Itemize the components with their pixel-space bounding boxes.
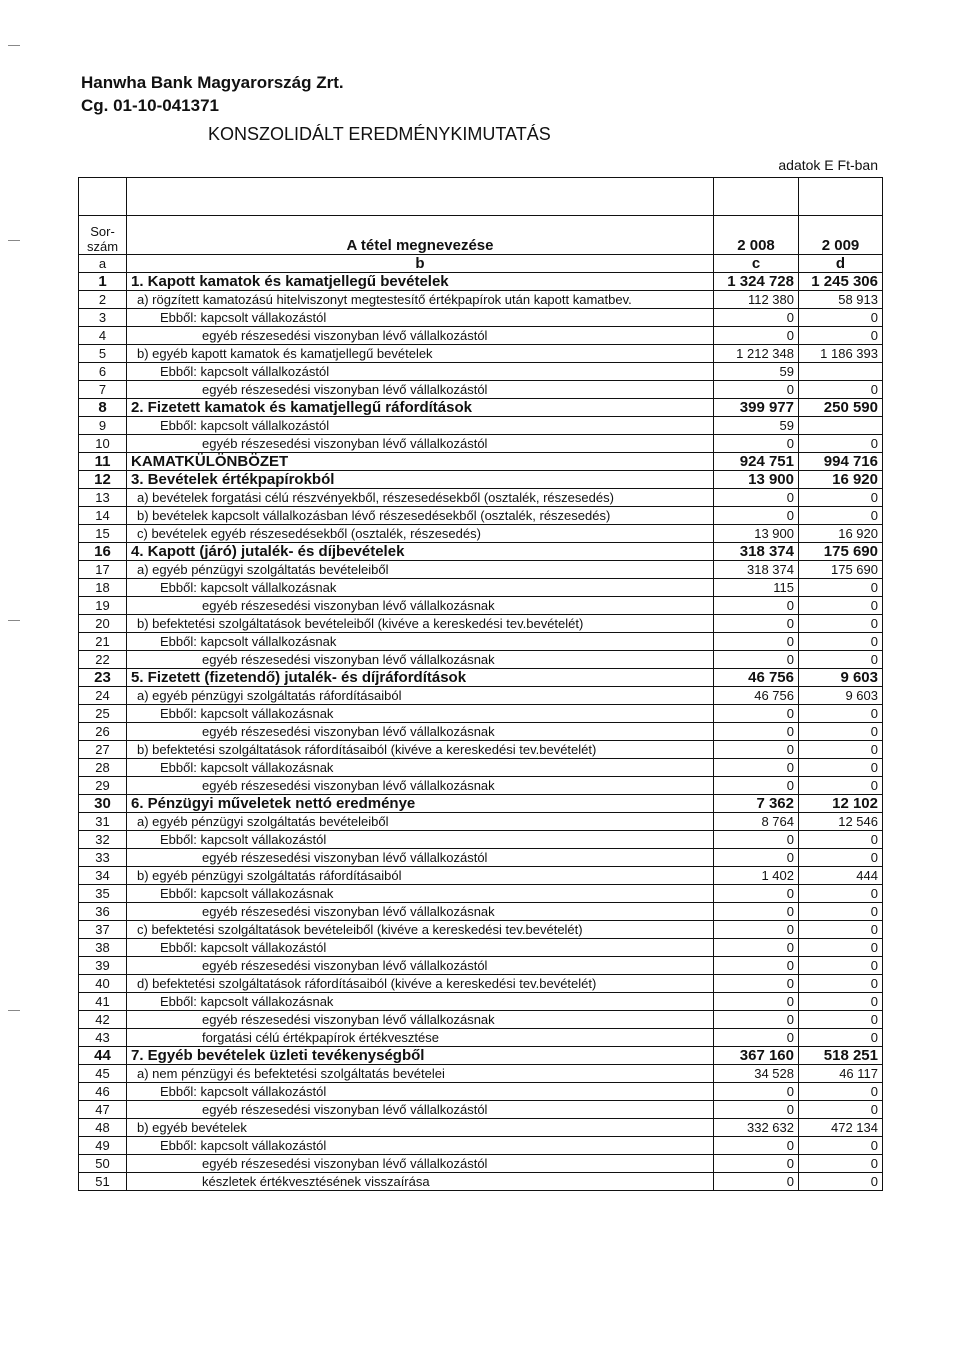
row-number: 31 xyxy=(79,813,127,831)
table-row xyxy=(79,309,883,327)
table-row xyxy=(79,399,883,417)
row-label: Ebből: kapcsolt vállakozásnak xyxy=(127,885,714,903)
row-value-2008: 13 900 xyxy=(714,525,799,543)
table-row xyxy=(79,633,883,651)
table-row xyxy=(79,561,883,579)
row-number: 35 xyxy=(79,885,127,903)
table-row xyxy=(79,651,883,669)
row-number: 6 xyxy=(79,363,127,381)
row-value-2008: 0 xyxy=(714,741,799,759)
row-value-2009: 9 603 xyxy=(799,669,883,687)
table-row xyxy=(79,975,883,993)
table-body xyxy=(79,178,883,1191)
row-label: 7. Egyéb bevételek üzleti tevékenységből xyxy=(127,1047,714,1065)
row-value-2009: 0 xyxy=(799,759,883,777)
row-value-2008: 367 160 xyxy=(714,1047,799,1065)
row-label: b) egyéb kapott kamatok és kamatjellegű bevételek xyxy=(127,345,714,363)
row-value-2008: 112 380 xyxy=(714,291,799,309)
row-number: 16 xyxy=(79,543,127,561)
table-row xyxy=(79,1029,883,1047)
row-value-2009: 0 xyxy=(799,309,883,327)
table-row xyxy=(79,327,883,345)
row-value-2009: 472 134 xyxy=(799,1119,883,1137)
row-value-2009: 0 xyxy=(799,723,883,741)
row-label: egyéb részesedési viszonyban lévő vállalkozástól xyxy=(127,327,714,345)
row-value-2009 xyxy=(799,363,883,381)
row-number: 32 xyxy=(79,831,127,849)
row-value-2009: 0 xyxy=(799,633,883,651)
row-label: c) bevételek egyéb részesedésekből (osztalék, részesedés) xyxy=(127,525,714,543)
row-value-2009: 0 xyxy=(799,615,883,633)
row-value-2008: 59 xyxy=(714,417,799,435)
table-row xyxy=(79,957,883,975)
row-label: egyéb részesedési viszonyban lévő vállalkozásnak xyxy=(127,903,714,921)
letter-d: d xyxy=(799,255,883,273)
header-num: Sor- szám xyxy=(79,216,127,255)
blank-cell xyxy=(79,178,127,216)
table-row xyxy=(79,507,883,525)
header-year1: 2 008 xyxy=(714,216,799,255)
row-value-2009: 0 xyxy=(799,597,883,615)
table-row xyxy=(79,741,883,759)
table-row xyxy=(79,543,883,561)
header-year2: 2 009 xyxy=(799,216,883,255)
row-value-2009: 0 xyxy=(799,507,883,525)
row-label: 1. Kapott kamatok és kamatjellegű bevételek xyxy=(127,273,714,291)
row-number: 25 xyxy=(79,705,127,723)
row-value-2009: 0 xyxy=(799,849,883,867)
row-value-2008: 0 xyxy=(714,651,799,669)
table-row xyxy=(79,417,883,435)
row-label: Ebből: kapcsolt vállakozástól xyxy=(127,939,714,957)
row-value-2008: 0 xyxy=(714,327,799,345)
row-value-2009: 444 xyxy=(799,867,883,885)
row-label: a) rögzített kamatozású hitelviszonyt megtestesítő értékpapírok után kapott kamatbev. xyxy=(127,291,714,309)
row-number: 51 xyxy=(79,1173,127,1191)
table-row xyxy=(79,489,883,507)
row-value-2009: 12 102 xyxy=(799,795,883,813)
row-value-2008: 0 xyxy=(714,777,799,795)
row-value-2008: 0 xyxy=(714,723,799,741)
row-number: 33 xyxy=(79,849,127,867)
row-number: 34 xyxy=(79,867,127,885)
row-label: Ebből: kapcsolt vállalkozástól xyxy=(127,363,714,381)
row-number: 49 xyxy=(79,1137,127,1155)
table-row xyxy=(79,777,883,795)
row-value-2009: 0 xyxy=(799,489,883,507)
table-row xyxy=(79,1047,883,1065)
row-number: 47 xyxy=(79,1101,127,1119)
row-number: 50 xyxy=(79,1155,127,1173)
row-value-2008: 1 324 728 xyxy=(714,273,799,291)
units-note: adatok E Ft-ban xyxy=(778,157,878,173)
row-label: egyéb részesedési viszonyban lévő vállalkozástól xyxy=(127,435,714,453)
row-label: 3. Bevételek értékpapírokból xyxy=(127,471,714,489)
row-value-2009: 175 690 xyxy=(799,543,883,561)
row-value-2008: 0 xyxy=(714,921,799,939)
row-label: Ebből: kapcsolt vállakozásnak xyxy=(127,759,714,777)
row-value-2009: 0 xyxy=(799,381,883,399)
row-value-2008: 0 xyxy=(714,1029,799,1047)
table-row xyxy=(79,705,883,723)
row-value-2009: 0 xyxy=(799,939,883,957)
table-row xyxy=(79,1155,883,1173)
row-number: 28 xyxy=(79,759,127,777)
table-row xyxy=(79,669,883,687)
row-number: 46 xyxy=(79,1083,127,1101)
table-row xyxy=(79,885,883,903)
table-row xyxy=(79,1173,883,1191)
row-value-2008: 0 xyxy=(714,1173,799,1191)
row-value-2008: 0 xyxy=(714,489,799,507)
row-label: Ebből: kapcsolt vállakozástól xyxy=(127,1083,714,1101)
row-number: 44 xyxy=(79,1047,127,1065)
row-label: b) bevételek kapcsolt vállalkozásban lévő részesedésekből (osztalék, részesedés) xyxy=(127,507,714,525)
row-value-2009: 0 xyxy=(799,831,883,849)
row-number: 23 xyxy=(79,669,127,687)
table-row xyxy=(79,759,883,777)
row-value-2009: 16 920 xyxy=(799,525,883,543)
row-value-2009: 0 xyxy=(799,579,883,597)
row-number: 43 xyxy=(79,1029,127,1047)
blank-row xyxy=(79,178,883,216)
row-value-2009: 0 xyxy=(799,435,883,453)
row-label: egyéb részesedési viszonyban lévő vállalkozásnak xyxy=(127,777,714,795)
row-value-2009: 0 xyxy=(799,327,883,345)
row-value-2008: 318 374 xyxy=(714,561,799,579)
letter-b: b xyxy=(127,255,714,273)
row-number: 19 xyxy=(79,597,127,615)
row-value-2008: 0 xyxy=(714,1137,799,1155)
row-number: 39 xyxy=(79,957,127,975)
row-value-2008: 59 xyxy=(714,363,799,381)
row-value-2009: 250 590 xyxy=(799,399,883,417)
row-label: 5. Fizetett (fizetendő) jutalék- és díjráfordítások xyxy=(127,669,714,687)
row-number: 18 xyxy=(79,579,127,597)
row-label: egyéb részesedési viszonyban lévő vállalkozástól xyxy=(127,1155,714,1173)
row-value-2008: 0 xyxy=(714,903,799,921)
table-row xyxy=(79,435,883,453)
table-row xyxy=(79,453,883,471)
row-label: d) befektetési szolgáltatások ráfordításaiból (kivéve a kereskedési tev.bevételét) xyxy=(127,975,714,993)
row-label: egyéb részesedési viszonyban lévő vállalkozástól xyxy=(127,1101,714,1119)
row-value-2008: 332 632 xyxy=(714,1119,799,1137)
row-number: 8 xyxy=(79,399,127,417)
row-label: a) nem pénzügyi és befektetési szolgáltatás bevételei xyxy=(127,1065,714,1083)
table-row xyxy=(79,579,883,597)
row-label: a) egyéb pénzügyi szolgáltatás ráfordításaiból xyxy=(127,687,714,705)
row-value-2008: 0 xyxy=(714,597,799,615)
row-label: egyéb részesedési viszonyban lévő vállalkozásnak xyxy=(127,1011,714,1029)
row-value-2008: 0 xyxy=(714,957,799,975)
row-value-2008: 0 xyxy=(714,1155,799,1173)
row-label: Ebből: kapcsolt vállakozástól xyxy=(127,309,714,327)
letter-row xyxy=(79,255,883,273)
header-row xyxy=(79,216,883,255)
row-number: 41 xyxy=(79,993,127,1011)
company-name: Hanwha Bank Magyarország Zrt. xyxy=(81,73,344,92)
row-label: egyéb részesedési viszonyban lévő vállalkozástól xyxy=(127,381,714,399)
row-value-2009: 175 690 xyxy=(799,561,883,579)
scan-edge-mark xyxy=(8,240,20,241)
table-row xyxy=(79,471,883,489)
row-value-2008: 0 xyxy=(714,507,799,525)
row-label: c) befektetési szolgáltatások bevételeiből (kivéve a kereskedési tev.bevételét) xyxy=(127,921,714,939)
table-row xyxy=(79,363,883,381)
row-number: 14 xyxy=(79,507,127,525)
row-value-2008: 0 xyxy=(714,993,799,1011)
row-value-2008: 115 xyxy=(714,579,799,597)
row-label: a) egyéb pénzügyi szolgáltatás bevételeiből xyxy=(127,813,714,831)
table-row xyxy=(79,273,883,291)
row-value-2008: 8 764 xyxy=(714,813,799,831)
row-label: Ebből: kapcsolt vállakozásnak xyxy=(127,705,714,723)
table-row xyxy=(79,381,883,399)
table-row xyxy=(79,1083,883,1101)
row-label: 2. Fizetett kamatok és kamatjellegű ráfordítások xyxy=(127,399,714,417)
row-value-2009: 994 716 xyxy=(799,453,883,471)
row-label: b) egyéb bevételek xyxy=(127,1119,714,1137)
blank-cell xyxy=(127,178,714,216)
row-value-2009: 518 251 xyxy=(799,1047,883,1065)
row-value-2008: 13 900 xyxy=(714,471,799,489)
row-value-2008: 0 xyxy=(714,759,799,777)
row-label: egyéb részesedési viszonyban lévő vállalkozásnak xyxy=(127,597,714,615)
row-label: egyéb részesedési viszonyban lévő vállalkozásnak xyxy=(127,651,714,669)
row-value-2009: 0 xyxy=(799,957,883,975)
row-label: a) bevételek forgatási célú részvényekből, részesedésekből (osztalék, részesedés) xyxy=(127,489,714,507)
row-value-2008: 399 977 xyxy=(714,399,799,417)
table-row xyxy=(79,615,883,633)
row-number: 3 xyxy=(79,309,127,327)
table-row xyxy=(79,345,883,363)
row-value-2009: 1 186 393 xyxy=(799,345,883,363)
row-number: 13 xyxy=(79,489,127,507)
row-value-2009: 9 603 xyxy=(799,687,883,705)
row-value-2009: 0 xyxy=(799,1137,883,1155)
row-value-2008: 46 756 xyxy=(714,687,799,705)
row-number: 12 xyxy=(79,471,127,489)
row-value-2009: 0 xyxy=(799,975,883,993)
row-value-2008: 0 xyxy=(714,975,799,993)
blank-cell xyxy=(799,178,883,216)
row-value-2008: 0 xyxy=(714,309,799,327)
table-row xyxy=(79,795,883,813)
row-value-2008: 1 212 348 xyxy=(714,345,799,363)
row-number: 24 xyxy=(79,687,127,705)
table-row xyxy=(79,1065,883,1083)
table-row xyxy=(79,687,883,705)
row-number: 26 xyxy=(79,723,127,741)
table-row xyxy=(79,813,883,831)
row-label: KAMATKÜLÖNBÖZET xyxy=(127,453,714,471)
row-value-2008: 0 xyxy=(714,633,799,651)
row-value-2008: 0 xyxy=(714,1083,799,1101)
table-row xyxy=(79,723,883,741)
row-number: 1 xyxy=(79,273,127,291)
row-label: Ebből: kapcsolt vállakozásnak xyxy=(127,993,714,1011)
row-value-2008: 0 xyxy=(714,1011,799,1029)
row-value-2009: 46 117 xyxy=(799,1065,883,1083)
row-value-2009: 0 xyxy=(799,1029,883,1047)
row-label: 4. Kapott (járó) jutalék- és díjbevételek xyxy=(127,543,714,561)
row-value-2009: 0 xyxy=(799,993,883,1011)
row-value-2009: 0 xyxy=(799,777,883,795)
row-number: 9 xyxy=(79,417,127,435)
row-label: Ebből: kapcsolt vállakozástól xyxy=(127,1137,714,1155)
row-value-2009: 0 xyxy=(799,1155,883,1173)
row-number: 4 xyxy=(79,327,127,345)
row-value-2009: 0 xyxy=(799,705,883,723)
table-row xyxy=(79,525,883,543)
row-number: 48 xyxy=(79,1119,127,1137)
row-label: egyéb részesedési viszonyban lévő vállalkozástól xyxy=(127,957,714,975)
row-label: egyéb részesedési viszonyban lévő vállalkozástól xyxy=(127,849,714,867)
table-row xyxy=(79,867,883,885)
row-value-2009: 0 xyxy=(799,1011,883,1029)
header-name: A tétel megnevezése xyxy=(127,216,714,255)
row-label: a) egyéb pénzügyi szolgáltatás bevételeiből xyxy=(127,561,714,579)
row-value-2009: 0 xyxy=(799,903,883,921)
row-label: 6. Pénzügyi műveletek nettó eredménye xyxy=(127,795,714,813)
row-value-2009: 0 xyxy=(799,1173,883,1191)
table-row xyxy=(79,291,883,309)
row-number: 37 xyxy=(79,921,127,939)
row-label: Ebből: kapcsolt vállalkozástól xyxy=(127,417,714,435)
letter-a: a xyxy=(79,255,127,273)
row-value-2009: 0 xyxy=(799,1101,883,1119)
row-value-2008: 0 xyxy=(714,939,799,957)
row-value-2008: 0 xyxy=(714,615,799,633)
row-value-2008: 0 xyxy=(714,381,799,399)
row-label: Ebből: kapcsolt vállalkozásnak xyxy=(127,579,714,597)
row-value-2008: 0 xyxy=(714,831,799,849)
row-number: 38 xyxy=(79,939,127,957)
row-number: 5 xyxy=(79,345,127,363)
row-value-2009: 0 xyxy=(799,921,883,939)
row-value-2008: 46 756 xyxy=(714,669,799,687)
row-number: 21 xyxy=(79,633,127,651)
row-number: 17 xyxy=(79,561,127,579)
scan-edge-mark xyxy=(8,620,20,621)
table-row xyxy=(79,921,883,939)
row-value-2009 xyxy=(799,417,883,435)
table-row xyxy=(79,903,883,921)
row-number: 2 xyxy=(79,291,127,309)
row-label: forgatási célú értékpapírok értékvesztése xyxy=(127,1029,714,1047)
row-number: 7 xyxy=(79,381,127,399)
scan-edge-mark xyxy=(8,45,20,46)
row-number: 11 xyxy=(79,453,127,471)
row-value-2009: 0 xyxy=(799,1083,883,1101)
row-label: b) egyéb pénzügyi szolgáltatás ráfordításaiból xyxy=(127,867,714,885)
row-value-2008: 0 xyxy=(714,1101,799,1119)
row-value-2008: 34 528 xyxy=(714,1065,799,1083)
letter-c: c xyxy=(714,255,799,273)
row-value-2008: 0 xyxy=(714,849,799,867)
row-number: 10 xyxy=(79,435,127,453)
blank-cell xyxy=(714,178,799,216)
row-value-2009: 0 xyxy=(799,651,883,669)
table-row xyxy=(79,849,883,867)
row-label: Ebből: kapcsolt vállalkozásnak xyxy=(127,633,714,651)
row-value-2009: 0 xyxy=(799,741,883,759)
row-value-2008: 0 xyxy=(714,435,799,453)
table-row xyxy=(79,1101,883,1119)
row-number: 40 xyxy=(79,975,127,993)
row-label: b) befektetési szolgáltatások ráfordításaiból (kivéve a kereskedési tev.bevételét) xyxy=(127,741,714,759)
registration-number: Cg. 01-10-041371 xyxy=(81,96,219,115)
row-value-2009: 58 913 xyxy=(799,291,883,309)
row-label: Ebből: kapcsolt vállakozástól xyxy=(127,831,714,849)
table-row xyxy=(79,1011,883,1029)
row-number: 27 xyxy=(79,741,127,759)
row-value-2009: 0 xyxy=(799,885,883,903)
row-number: 45 xyxy=(79,1065,127,1083)
row-value-2009: 1 245 306 xyxy=(799,273,883,291)
row-value-2009: 12 546 xyxy=(799,813,883,831)
row-value-2008: 7 362 xyxy=(714,795,799,813)
row-number: 29 xyxy=(79,777,127,795)
row-number: 30 xyxy=(79,795,127,813)
table-row xyxy=(79,993,883,1011)
income-statement-table xyxy=(78,177,883,1191)
row-number: 15 xyxy=(79,525,127,543)
row-value-2008: 924 751 xyxy=(714,453,799,471)
row-value-2008: 318 374 xyxy=(714,543,799,561)
row-value-2008: 0 xyxy=(714,885,799,903)
row-label: készletek értékvesztésének visszaírása xyxy=(127,1173,714,1191)
row-label: b) befektetési szolgáltatások bevételeiből (kivéve a kereskedési tev.bevételét) xyxy=(127,615,714,633)
row-number: 42 xyxy=(79,1011,127,1029)
row-value-2009: 16 920 xyxy=(799,471,883,489)
page-title: KONSZOLIDÁLT EREDMÉNYKIMUTATÁS xyxy=(208,124,551,144)
table-row xyxy=(79,1137,883,1155)
row-number: 20 xyxy=(79,615,127,633)
table-row xyxy=(79,597,883,615)
scan-edge-mark xyxy=(8,1010,20,1011)
row-value-2008: 0 xyxy=(714,705,799,723)
table-row xyxy=(79,939,883,957)
row-value-2008: 1 402 xyxy=(714,867,799,885)
row-label: egyéb részesedési viszonyban lévő vállalkozásnak xyxy=(127,723,714,741)
row-number: 22 xyxy=(79,651,127,669)
table-row xyxy=(79,831,883,849)
row-number: 36 xyxy=(79,903,127,921)
table-row xyxy=(79,1119,883,1137)
